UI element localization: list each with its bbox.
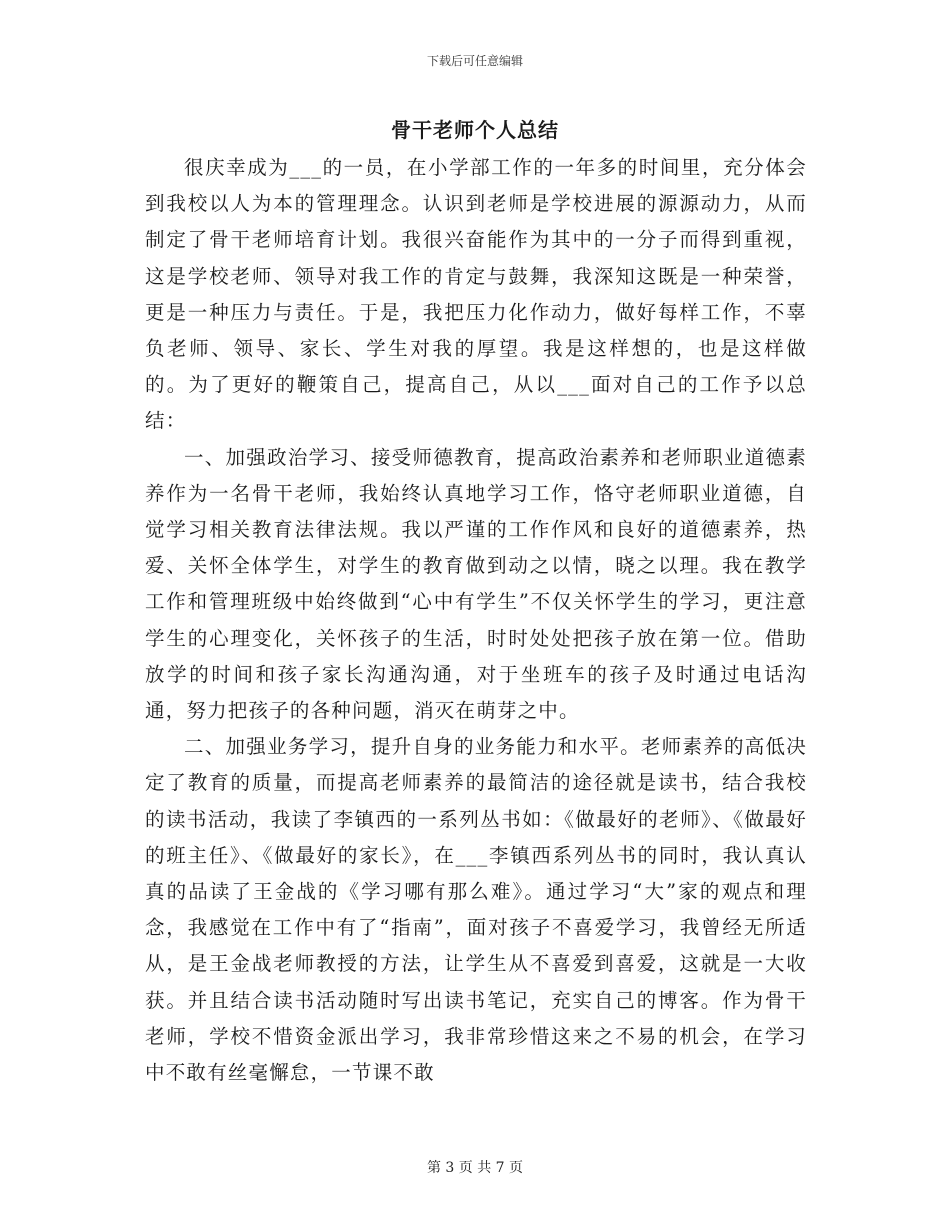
paragraph-section-1: 一、加强政治学习、接受师德教育，提高政治素养和老师职业道德素养作为一名骨干老师，我始终认真地学习工作，恪守老师职业道德，自觉学习相关教育法律法规。我以严谨的工作作风和良好的道德素养，热爱、关怀全体学生，对学生的教育做到动之以情，晓之以理。我在教学工作和管理班级中始终做到“心中有学生”不仅关怀学生的学习，更注意学生的心理变化，关怀孩子的生活，时时处处把孩子放在第一位。借助放学的时间和孩子家长沟通沟通，对于坐班车的孩子及时通过电话沟通，努力把孩子的各种问题，消灭在萌芽之中。 [145, 445, 807, 723]
page-number: 第 3 页 共 7 页 [426, 1160, 524, 1176]
header-note: 下载后可任意编辑 [426, 54, 523, 68]
paragraph-intro: 很庆幸成为___的一员，在小学部工作的一年多的时间里，充分体会到我校以人为本的管理理念。认识到老师是学校进展的源源动力，从而制定了骨干老师培育计划。我很兴奋能作为其中的一分子而得到重视，这是学校老师、领导对我工作的肯定与鼓舞，我深知这既是一种荣誉，更是一种压力与责任。于是，我把压力化作动力，做好每样工作，不辜负老师、领导、家长、学生对我的厚望。我是这样想的，也是这样做的。为了更好的鞭策自己，提高自己，从以___面对自己的工作予以总结： [145, 156, 807, 433]
document-title: 骨干老师个人总结 [391, 118, 559, 142]
document-body [145, 150, 807, 1091]
paragraph-section-2: 二、加强业务学习，提升自身的业务能力和水平。老师素养的高低决定了教育的质量，而提高老师素养的最简洁的途径就是读书，结合我校的读书活动，我读了李镇西的一系列丛书如：《做最好的老师》、《做最好的班主任》、《做最好的家长》，在___李镇西系列丛书的同时，我认真认真的品读了王金战的《学习哪有那么难》。通过学习“大”家的观点和理念，我感觉在工作中有了“指南”，面对孩子不喜爱学习，我曾经无所适从，是王金战老师教授的方法，让学生从不喜爱到喜爱，这就是一大收获。并且结合读书活动随时写出读书笔记，充实自己的博客。作为骨干老师，学校不惜资金派出学习，我非常珍惜这来之不易的机会，在学习中不敢有丝毫懈怠，一节课不敢 [145, 735, 807, 1085]
